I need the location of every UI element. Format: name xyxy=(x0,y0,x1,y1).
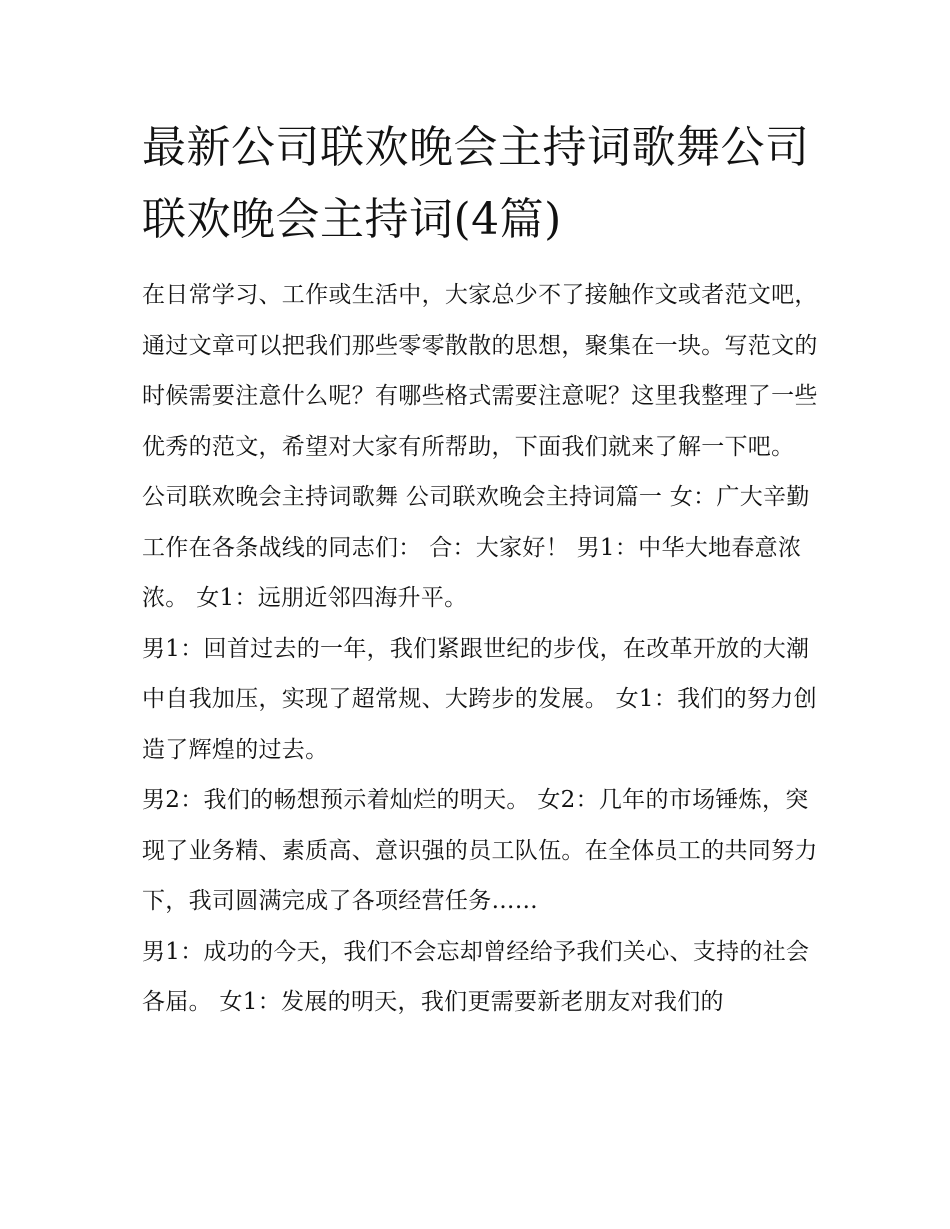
document-page xyxy=(142,112,822,1028)
paragraph-intro: 在日常学习、工作或生活中，大家总少不了接触作文或者范文吧，通过文章可以把我们那些零零散散的思想，聚集在一块。写范文的时候需要注意什么呢？有哪些格式需要注意呢？这里我整理了一些优秀的范文，希望对大家有所帮助，下面我们就来了解一下吧。 xyxy=(142,282,818,460)
paragraph-opening: 公司联欢晚会主持词歌舞 公司联欢晚会主持词篇一 女：广大辛勤工作在各条战线的同志们： 合：大家好！ 男1：中华大地春意浓浓。 女1：远朋近邻四海升平。 xyxy=(142,484,810,611)
paragraph-thanks: 男1：成功的今天，我们不会忘却曾经给予我们关心、支持的社会各届。 女1：发展的明天，我们更需要新老朋友对我们的 xyxy=(142,938,810,1015)
document-body xyxy=(142,270,822,1028)
paragraph-future: 男2：我们的畅想预示着灿烂的明天。 女2：几年的市场锤炼，突现了业务精、素质高、意识强的员工队伍。在全体员工的共同努力下，我司圆满完成了各项经营任务…… xyxy=(142,787,818,914)
document-title: 最新公司联欢晚会主持词歌舞公司联欢晚会主持词(4篇) xyxy=(142,122,810,245)
paragraph-review: 男1：回首过去的一年，我们紧跟世纪的步伐，在改革开放的大潮中自我加压，实现了超常规、大跨步的发展。 女1：我们的努力创造了辉煌的过去。 xyxy=(142,635,817,763)
